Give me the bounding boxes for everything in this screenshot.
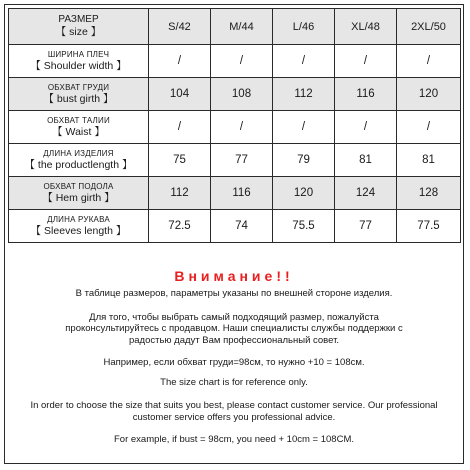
row-label-ru: ОБХВАТ ТАЛИИ [47, 115, 110, 125]
size-column-header: 2XL/50 [397, 9, 461, 45]
table-header-row [9, 9, 461, 45]
row-label-en: 【 Shoulder width 】 [30, 59, 127, 72]
table-cell: 77.5 [397, 210, 461, 243]
row-label-ru: ОБХВАТ ПОДОЛА [43, 181, 114, 191]
table-cell: / [397, 45, 461, 78]
row-label-cell [9, 210, 149, 243]
table-cell: 77 [335, 210, 397, 243]
note-example-ru: Например, если обхват груди=98см, то нужно +10 = 108см. [103, 357, 365, 368]
table-cell: / [273, 45, 335, 78]
row-label-en: 【 Hem girth 】 [42, 191, 115, 204]
row-label-cell [9, 111, 149, 144]
table-row [9, 177, 461, 210]
table-row [9, 111, 461, 144]
notes-section [8, 266, 460, 446]
table-cell: 104 [149, 78, 211, 111]
note-outer-side: В таблице размеров, параметры указаны по внешней стороне изделия. [75, 288, 393, 299]
size-column-header: L/46 [273, 9, 335, 45]
row-label-en: 【 Sleeves length 】 [30, 224, 127, 237]
table-cell: 74 [211, 210, 273, 243]
table-cell: 81 [397, 144, 461, 177]
row-label-cell [9, 144, 149, 177]
table-cell: / [149, 45, 211, 78]
size-column-header: M/44 [211, 9, 273, 45]
table-cell: 77 [211, 144, 273, 177]
table-cell: 112 [149, 177, 211, 210]
table-cell: 120 [397, 78, 461, 111]
row-label-en: 【 the productlength 】 [24, 158, 133, 171]
table-row [9, 144, 461, 177]
table-cell: 81 [335, 144, 397, 177]
table-cell: 116 [335, 78, 397, 111]
size-column-header: XL/48 [335, 9, 397, 45]
table-cell: 112 [273, 78, 335, 111]
row-label-ru: ШИРИНА ПЛЕЧ [47, 49, 110, 59]
attention-heading: Внимание!! [174, 268, 294, 284]
table-cell: / [273, 111, 335, 144]
row-label-ru: ОБХВАТ ГРУДИ [47, 82, 110, 92]
row-label-ru: ДЛИНА ИЗДЕЛИЯ [43, 148, 114, 158]
size-header-en: 【 size 】 [55, 26, 102, 38]
size-table [8, 8, 461, 243]
table-cell: 79 [273, 144, 335, 177]
table-cell: 120 [273, 177, 335, 210]
size-column-header: S/42 [149, 9, 211, 45]
table-cell: 75 [149, 144, 211, 177]
row-label-cell [9, 177, 149, 210]
table-cell: 124 [335, 177, 397, 210]
row-label-cell [9, 45, 149, 78]
table-cell: 72.5 [149, 210, 211, 243]
row-label-cell [9, 78, 149, 111]
size-header-ru: РАЗМЕР [58, 14, 99, 25]
table-cell: 128 [397, 177, 461, 210]
table-row [9, 78, 461, 111]
size-header-cell [9, 9, 149, 45]
table-cell: / [149, 111, 211, 144]
row-label-ru: ДЛИНА РУКАВА [47, 214, 110, 224]
table-row [9, 210, 461, 243]
table-cell: 108 [211, 78, 273, 111]
row-label-en: 【 bust girth 】 [43, 92, 114, 105]
table-cell: / [211, 111, 273, 144]
table-cell: / [397, 111, 461, 144]
note-consult-en: In order to choose the size that suits you best, please contact customer service. Our professional customer service offers you professional advice. [30, 400, 438, 423]
table-row [9, 45, 461, 78]
table-cell: 116 [211, 177, 273, 210]
note-reference: The size chart is for reference only. [160, 376, 308, 388]
note-consult-ru: Для того, чтобы выбрать самый подходящий размер, пожалуйста проконсультируйтесь с продавцом. Наши специалисты службы поддержки с радостью дадут Вам профессиональный совет. [65, 311, 403, 346]
note-example-en: For example, if bust = 98cm, you need + 10cm = 108CM. [114, 434, 354, 445]
table-cell: / [211, 45, 273, 78]
table-cell: / [335, 111, 397, 144]
row-label-en: 【 Waist 】 [52, 125, 105, 138]
table-cell: / [335, 45, 397, 78]
table-cell: 75.5 [273, 210, 335, 243]
